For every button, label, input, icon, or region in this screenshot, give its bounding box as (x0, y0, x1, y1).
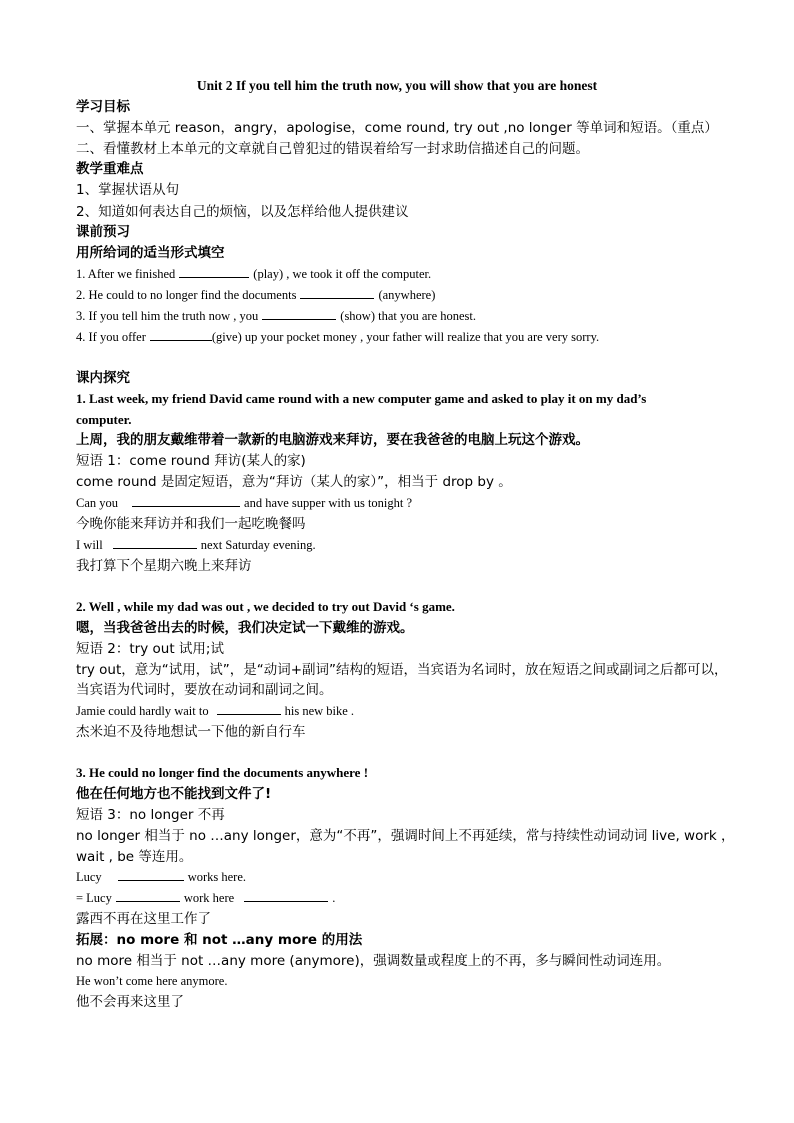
s3-ex1-blank[interactable] (118, 868, 184, 881)
s3-phrase: 短语 3：no longer 不再 (76, 807, 225, 823)
s3-sentence: 3. He could no longer find the documents anywhere ! (76, 765, 369, 780)
q3-text-b: (show) that you are honest. (340, 309, 477, 323)
s1-explain: come round 是固定短语，意为“拜访（某人的家）”，相当于 drop by 。 (76, 474, 512, 490)
explore-heading: 课内探究 (76, 370, 130, 386)
s1-ex1-text-a: Can you (76, 496, 119, 510)
s2-ex-blank[interactable] (217, 702, 281, 715)
s1-sentence-line-1: 1. Last week, my friend David came round with a new computer game and asked to play it on my dad’s (76, 391, 647, 406)
s2-explain-line-2: 当宾语为代词时，要放在动词和副词之间。 (76, 682, 333, 698)
q3-blank[interactable] (262, 307, 336, 320)
s3-ex2-blank-2[interactable] (244, 889, 328, 902)
key-point-2: 2、知道如何表达自己的烦恼，以及怎样给他人提供建议 (76, 204, 409, 220)
s3-ex1-text-a: Lucy (76, 870, 102, 884)
s2-translation: 嗯，当我爸爸出去的时候，我们决定试一下戴维的游戏。 (76, 620, 414, 636)
s1-ex2-text-a: I will (76, 538, 103, 552)
q1-text-a: 1. After we finished (76, 267, 176, 281)
q2-text-b: (anywhere) (378, 288, 436, 302)
s3-example-2 (76, 889, 335, 907)
q2-text-a: 2. He could to no longer find the documents (76, 288, 297, 302)
s3-example-1 (76, 868, 246, 886)
page-title: Unit 2 If you tell him the truth now, you will show that you are honest (196, 78, 598, 93)
s3-explain-line-2: wait , be 等连用。 (76, 849, 193, 865)
preview-question-3 (76, 307, 476, 325)
preview-instruction: 用所给词的适当形式填空 (76, 245, 225, 261)
s2-example-zh: 杰米迫不及待地想试一下他的新自行车 (76, 724, 306, 740)
s3-extend-explain: no more 相当于 not …any more (anymore)，强调数量或程度上的不再，多与瞬间性动词连用。 (76, 953, 671, 969)
q4-text-a: 4. If you offer (76, 330, 146, 344)
q2-blank[interactable] (300, 286, 374, 299)
s3-translation: 他在任何地方也不能找到文件了! (76, 786, 272, 802)
s1-example-1-zh: 今晚你能来拜访并和我们一起吃晚餐吗 (76, 516, 306, 532)
s2-example (76, 702, 354, 720)
s2-explain-line-1: try out，意为“试用，试”，是“动词+副词”结构的短语，当宾语为名词时，放在短语之间或副词之后都可以， (76, 662, 728, 678)
s1-example-1 (76, 494, 412, 512)
s1-ex2-blank[interactable] (113, 536, 197, 549)
s1-ex1-blank[interactable] (132, 494, 240, 507)
s3-ex2-blank-1[interactable] (116, 889, 180, 902)
q4-text-b: (give) up your pocket money , your father will realize that you are very sorry. (211, 330, 600, 344)
s3-example-3-zh: 他不会再来这里了 (76, 994, 184, 1010)
key-points-heading: 教学重难点 (76, 161, 144, 177)
q1-text-b: (play) , we took it off the computer. (253, 267, 432, 281)
preview-question-1 (76, 265, 431, 283)
s3-extend-text: 拓展：no more 和 not …any more 的用法 (76, 932, 363, 948)
s2-ex-text-b: his new bike . (284, 704, 355, 718)
preview-question-4 (76, 328, 599, 346)
s3-ex2-period: . (332, 891, 336, 905)
s1-ex2-text-b: next Saturday evening. (200, 538, 316, 552)
s1-example-2-zh: 我打算下个星期六晚上来拜访 (76, 558, 252, 574)
s3-ex2-text-b: work here (183, 891, 235, 905)
goal-item-2: 二、看懂教材上本单元的文章就自己曾犯过的错误着给写一封求助信描述自己的问题。 (76, 141, 589, 157)
preview-heading: 课前预习 (76, 224, 130, 240)
q1-blank[interactable] (179, 265, 249, 278)
key-point-1: 1、掌握状语从句 (76, 182, 180, 198)
s2-phrase: 短语 2：try out 试用;试 (76, 641, 224, 657)
s1-ex1-text-b: and have supper with us tonight ? (244, 496, 413, 510)
s1-translation: 上周，我的朋友戴维带着一款新的电脑游戏来拜访，要在我爸爸的电脑上玩这个游戏。 (76, 432, 589, 448)
s3-ex2-text-a: = Lucy (76, 891, 112, 905)
s1-sentence-line-2: computer. (76, 412, 132, 427)
s3-explain-line-1: no longer 相当于 no …any longer，意为“不再”，强调时间上不再延续，常与持续性动词动词 live, work ， (76, 828, 735, 844)
goal-item-1: 一、掌握本单元 reason，angry，apologise，come round, try out ,no longer 等单词和短语。（重点） (76, 120, 718, 136)
preview-question-2 (76, 286, 435, 304)
s2-ex-text-a: Jamie could hardly wait to (76, 704, 209, 718)
s2-sentence: 2. Well , while my dad was out , we decided to try out David ‘s game. (76, 599, 455, 614)
s1-example-2 (76, 536, 316, 554)
s3-extend (76, 931, 362, 949)
q3-text-a: 3. If you tell him the truth now , you (76, 309, 259, 323)
s1-phrase: 短语 1：come round 拜访(某人的家) (76, 453, 306, 469)
goals-heading: 学习目标 (76, 99, 130, 115)
s3-ex1-text-b: works here. (187, 870, 247, 884)
q4-blank[interactable] (150, 328, 212, 341)
s3-example-zh: 露西不再在这里工作了 (76, 911, 211, 927)
s3-example-3: He won’t come here anymore. (76, 974, 228, 988)
